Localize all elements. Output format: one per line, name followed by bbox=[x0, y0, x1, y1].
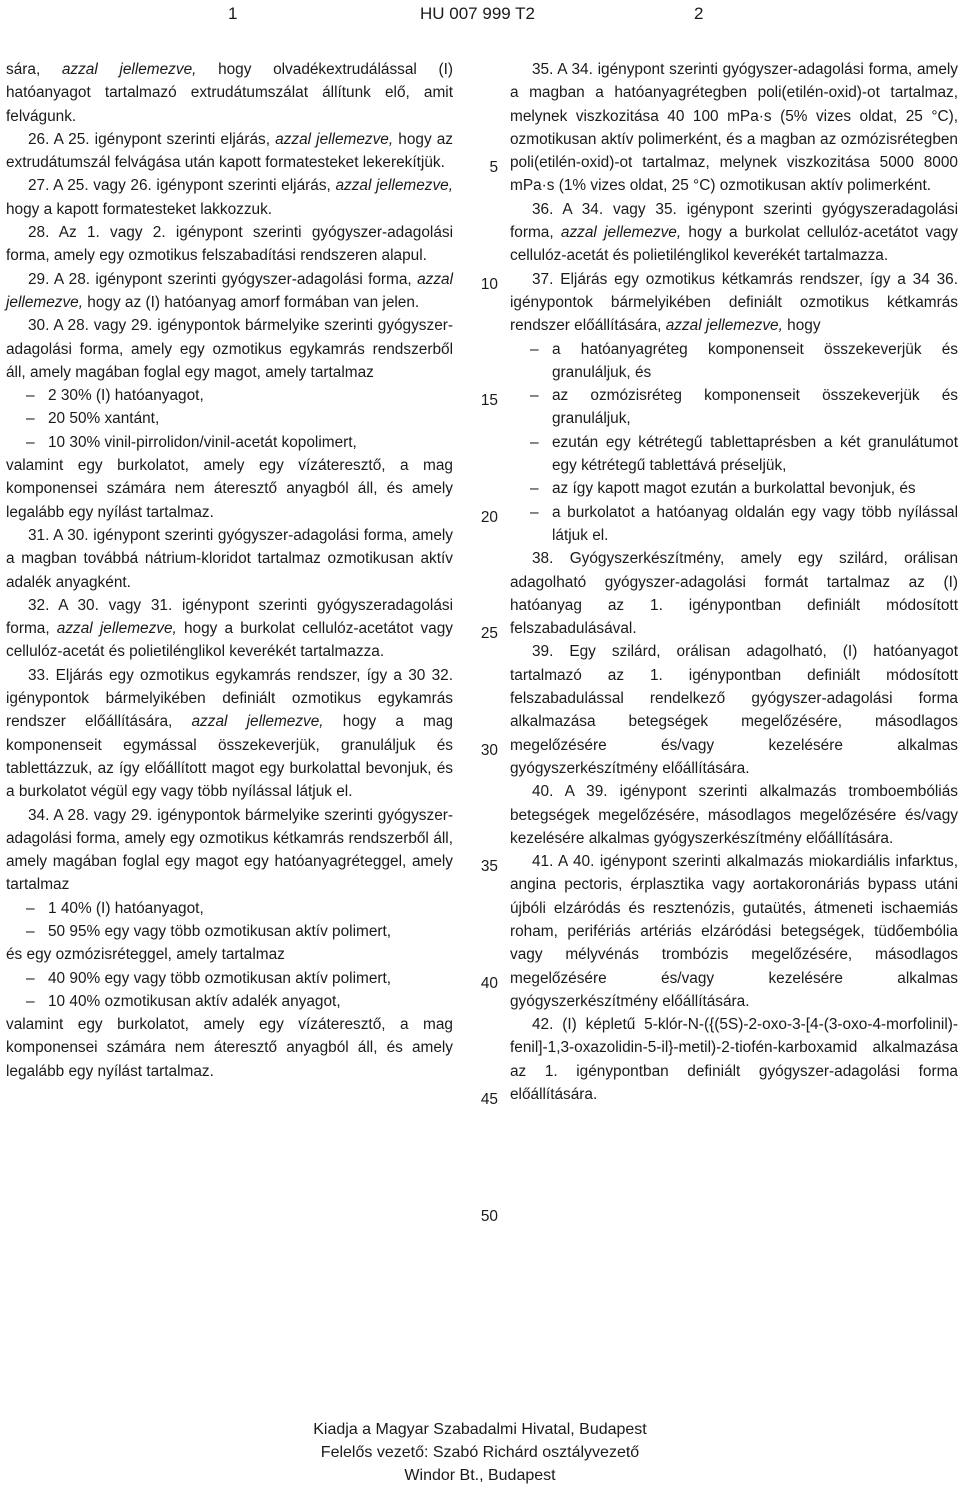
claim-30-item: – 2 30% (I) hatóanyagot, bbox=[26, 387, 204, 405]
claim-34: 34. A 28. vagy 29. igénypontok bármelyike szerinti gyógyszer-adagolási forma, amely egy ozmotikus kétkamrás rendszerből áll, amely magában foglal egy magot egy hatóanyagréteggel, amely tartalmaz bbox=[6, 806, 453, 894]
claim-36: 36. A 34. vagy 35. igénypont szerinti gyógyszeradagolási forma, azzal jellemezve, hogy a burkolat cellulóz-acetátot vagy cellulóz-acetát és polietilénglikol keverékét tartalmazza. bbox=[510, 200, 958, 265]
claim-40: 40. A 39. igénypont szerinti alkalmazás tromboembóliás betegségek megelőzésére, másodlagos megelőzésére és/vagy kezelésére alkalmas gyógyszerkészítmény előállítására. bbox=[510, 783, 958, 847]
responsible-line: Felelős vezető: Szabó Richárd osztályvezető bbox=[320, 1444, 640, 1461]
printer-line: Windor Bt., Budapest bbox=[404, 1467, 556, 1484]
claim-30-item: – 10 30% vinil-pirrolidon/vinil-acetát kopolimert, bbox=[26, 433, 357, 451]
claim-25-continued: sára, azzal jellemezve, hogy olvadékextrudálással (I) hatóanyagot tartalmazó extrudátumszálat állítunk elő, amit felvágunk. bbox=[6, 61, 453, 125]
claim-34-end: valamint egy burkolatot, amely egy vízáteresztő, a mag komponensei számára nem áteresztő anyagból áll, és amely legalább egy nyílást tartalmaz. bbox=[6, 1016, 453, 1080]
right-column bbox=[510, 58, 958, 1106]
claim-38: 38. Gyógyszerkészítmény, amely egy szilárd, orálisan adagolható gyógyszer-adagolási formát tartalmaz az (I) hatóanyag az 1. igénypontban definiált módosított felszabadulásával. bbox=[510, 550, 958, 638]
line-number: 20 bbox=[480, 509, 498, 526]
claim-34-item: – 40 90% egy vagy több ozmotikusan aktív polimert, bbox=[26, 969, 392, 987]
line-number: 10 bbox=[480, 276, 498, 293]
claim-37-item: – a burkolatot a hatóanyag oldalán egy vagy több nyílással látjuk el. bbox=[530, 503, 958, 544]
claim-29: 29. A 28. igénypont szerinti gyógyszer-adagolási forma, azzal jellemezve, hogy az (I) hatóanyag amorf formában van jelen. bbox=[6, 270, 453, 311]
page-footer bbox=[0, 1418, 960, 1487]
document-id: HU 007 999 T2 bbox=[420, 4, 535, 23]
claim-39: 39. Egy szilárd, orálisan adagolható, (I) hatóanyagot tartalmazó az 1. igénypontban definiált módosított felszabadulással rendelkező gyógyszer-adagolási forma alkalmazása betegségek megelőzésére, másodlagos megelőzésére és/vagy kezelésére alkalmas gyógyszerkészítmény előállítására. bbox=[510, 643, 958, 777]
claim-34-item: – 10 40% ozmotikusan aktív adalék anyagot, bbox=[26, 992, 341, 1010]
publisher-line: Kiadja a Magyar Szabadalmi Hivatal, Budapest bbox=[313, 1421, 647, 1438]
claim-28: 28. Az 1. vagy 2. igénypont szerinti gyógyszer-adagolási forma, amely egy ozmotikus felszabadítási rendszeren alapul. bbox=[6, 224, 453, 265]
claim-34-mid: és egy ozmózisréteggel, amely tartalmaz bbox=[6, 946, 285, 964]
right-page-number: 2 bbox=[694, 4, 704, 23]
claim-30-item: – 20 50% xantánt, bbox=[26, 410, 160, 428]
claim-37-item: – az ozmózisréteg komponenseit összekeverjük és granuláljuk, bbox=[530, 387, 958, 428]
line-number: 30 bbox=[480, 742, 498, 759]
line-number: 35 bbox=[480, 858, 498, 875]
claim-30-end: valamint egy burkolatot, amely egy vízáteresztő, a mag komponensei számára nem áteresztő anyagból áll, és amely legalább egy nyílást tartalmaz. bbox=[6, 457, 453, 521]
claim-37-item: – ezután egy kétrétegű tablettaprésben a két granulátumot egy kétrétegű tablettává préseljük, bbox=[530, 433, 958, 475]
line-number: 50 bbox=[480, 1208, 498, 1225]
line-number: 45 bbox=[480, 1091, 498, 1108]
page-header bbox=[0, 0, 960, 30]
claim-30: 30. A 28. vagy 29. igénypontok bármelyike szerinti gyógyszer-adagolási forma, amely egy ozmotikus egykamrás rendszerből áll, amely magában foglal egy magot, amely tartalmaz bbox=[6, 317, 453, 381]
claim-34-item: – 50 95% egy vagy több ozmotikusan aktív polimert, bbox=[26, 922, 392, 940]
claim-32: 32. A 30. vagy 31. igénypont szerinti gyógyszeradagolási forma, azzal jellemezve, hogy a burkolat cellulóz-acetátot vagy cellulóz-acetát és polietilénglikol keverékét tartalmazza. bbox=[6, 596, 453, 661]
line-number: 15 bbox=[480, 392, 498, 409]
claim-42: 42. (I) képletű 5-klór-N-({(5S)-2-oxo-3-[4-(3-oxo-4-morfolinil)-fenil]-1,3-oxazolidin-5-il}-metil)-2-tiofén-karboxamid alkalmazása az 1. igénypontban definiált gyógyszer-adagolási forma előállítására. bbox=[510, 1016, 958, 1104]
claim-33: 33. Eljárás egy ozmotikus egykamrás rendszer, így a 30 32. igénypontok bármelyikében definiált ozmotikus egykamrás rendszer előállítására, azzal jellemezve, hogy a mag komponenseit egymással összekeverjük, granuláljuk és tablettázzuk, az így előállított magot egy burkolattal bevonjuk, és a burkolatot végül egy vagy több nyílással látjuk el. bbox=[6, 666, 453, 801]
left-column bbox=[6, 58, 453, 1083]
claim-27: 27. A 25. vagy 26. igénypont szerinti eljárás, azzal jellemezve, hogy a kapott formatesteket lakkozzuk. bbox=[6, 177, 453, 218]
claim-37: 37. Eljárás egy ozmotikus kétkamrás rendszer, így a 34 36. igénypontok bármelyikében definiált ozmotikus kétkamrás rendszer előállítására, azzal jellemezve, hogy bbox=[510, 270, 958, 335]
claim-41: 41. A 40. igénypont szerinti alkalmazás miokardiális infarktus, angina pectoris, érplasztika vagy aortakoronáriás bypass utáni újbóli elzáródás és resztenózis, gutaütés, átmeneti ischaemiás roham, perifériás artériás elzáródási betegségek, tüdőembólia vagy mélyvénás trombózis megelőzésére, másodlagos megelőzésére és/vagy kezelésére alkalmas gyógyszerkészítmény előállítására. bbox=[510, 853, 958, 1010]
line-number: 5 bbox=[489, 159, 498, 176]
claim-37-item: – a hatóanyagréteg komponenseit összekeverjük és granuláljuk, és bbox=[530, 340, 958, 381]
claim-35: 35. A 34. igénypont szerinti gyógyszer-adagolási forma, amely a magban a hatóanyagrétegben poli(etilén-oxid)-ot tartalmaz, melynek viszkozitása 40 100 mPa·s (5% vizes oldat, 25 °C), ozmotikusan aktív polimerként, és a magban az ozmózisrétegben poli(etilén-oxid)-ot tartalmaz, melynek viszkozitása 5000 8000 mPa·s (1% vizes oldat, 25 °C) ozmotikusan aktív polimerként. bbox=[510, 61, 958, 195]
line-number: 40 bbox=[480, 975, 498, 992]
claim-37-item: – az így kapott magot ezután a burkolattal bevonjuk, és bbox=[530, 480, 916, 498]
line-number: 25 bbox=[480, 625, 498, 642]
left-page-number: 1 bbox=[228, 4, 238, 23]
claim-31: 31. A 30. igénypont szerinti gyógyszer-adagolási forma, amely a magban továbbá nátrium-kloridot tartalmaz ozmotikusan aktív adalék anyagként. bbox=[6, 526, 453, 591]
claim-34-item: – 1 40% (I) hatóanyagot, bbox=[26, 899, 204, 917]
claim-26: 26. A 25. igénypont szerinti eljárás, azzal jellemezve, hogy az extrudátumszál felvágása után kapott formatesteket lekerekítjük. bbox=[6, 130, 454, 172]
